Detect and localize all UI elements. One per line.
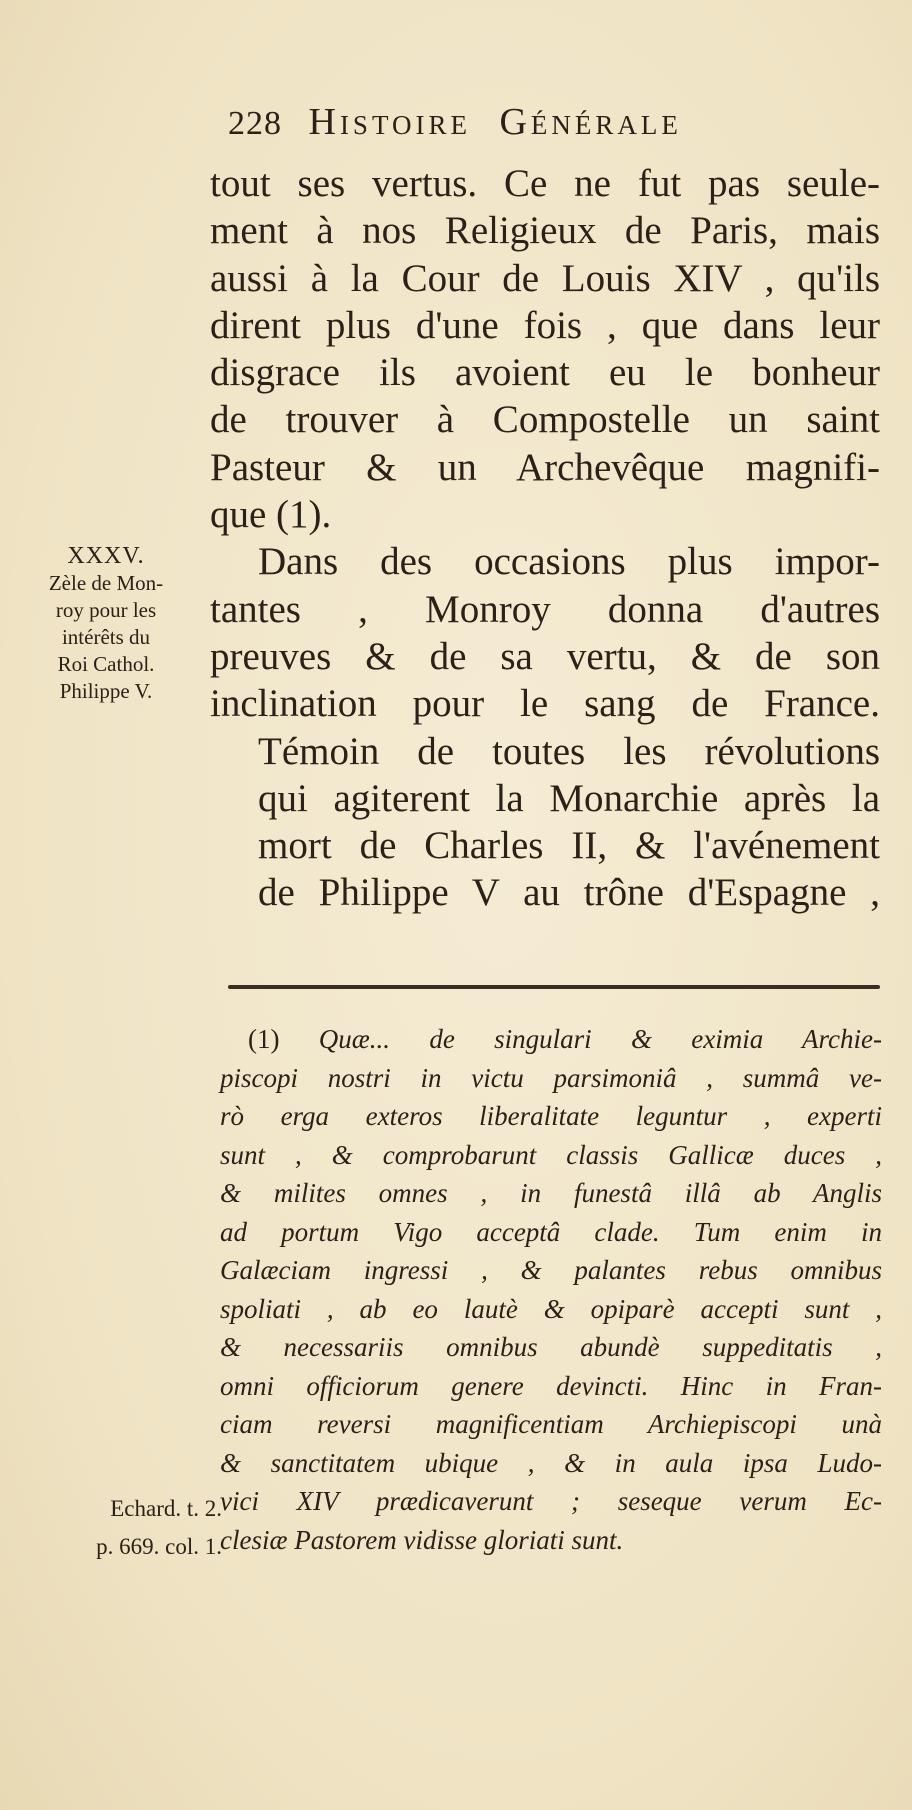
footnote-line: omni officiorum genere devincti. Hinc in Fran-	[220, 1370, 882, 1401]
text-line: tout ses vertus. Ce ne fut pas seule-	[210, 162, 880, 205]
footnote-line	[220, 1020, 882, 1059]
section-number: XXXV.	[67, 543, 145, 569]
text-line: dirent plus d'une fois , que dans leur	[210, 303, 880, 347]
footnote-line: ciam reversi magnificentiam Archiepiscopi unà	[220, 1409, 882, 1439]
margin-note-line: Zèle de Mon-	[48, 571, 164, 595]
text-line: inclination pour le sang de France.	[210, 682, 880, 726]
footnote-line: spoliati , ab eo lautè & opiparè accepti sunt ,	[220, 1293, 882, 1324]
footnote-marker: (1)	[248, 1024, 280, 1054]
footnote-line: Galæciam ingressi , & palantes rebus omnibus	[220, 1255, 882, 1285]
margin-note-line: Roi Cathol.	[57, 652, 155, 676]
footnote-line: vici XIV prædicaverunt ; seseque verum Ec-	[220, 1486, 882, 1516]
running-title-word-1: Histoire	[308, 101, 471, 143]
text-line: preuves & de sa vertu, & de son	[210, 634, 880, 678]
text-line: qui agiterent la Monarchie après la	[258, 776, 880, 820]
footnote-line: & milites omnes , in funestâ illâ ab Anglis	[220, 1178, 882, 1208]
footnote-line: piscopi nostri in victu parsimoniâ , summâ ve-	[220, 1062, 882, 1093]
text-line: tantes , Monroy donna d'autres	[210, 587, 880, 631]
text-line: de trouver à Compostelle un saint	[210, 398, 880, 442]
text-line: que (1).	[210, 493, 332, 537]
margin-note-line: intérêts du	[61, 625, 151, 649]
footnote-separator-rule	[228, 985, 880, 989]
running-title-word-2: Générale	[499, 101, 682, 143]
footnote-line: clesiæ Pastorem vidisse gloriati sunt.	[220, 1524, 624, 1555]
text-line: Dans des occasions plus impor-	[258, 540, 880, 584]
page-number: 228	[228, 105, 282, 142]
text-line: mort de Charles II, & l'avénement	[258, 824, 880, 868]
footnote-line: ad portum Vigo acceptâ clade. Tum enim in	[220, 1216, 882, 1247]
footnote-block	[220, 1020, 882, 1559]
footnote-line: sunt , & comprobarunt classis Gallicæ duces ,	[220, 1139, 882, 1170]
text-line: Témoin de toutes les révolutions	[258, 729, 880, 773]
margin-reference-line: Echard. t. 2.	[110, 1496, 222, 1521]
footnote-line-text: Quæ... de singulari & eximia Archie-	[318, 1024, 883, 1054]
footnote-line: & necessariis omnibus abundè suppeditatis ,	[220, 1332, 882, 1362]
margin-reference-line: p. 669. col. 1.	[96, 1534, 222, 1559]
text-line: aussi à la Cour de Louis XIV , qu'ils	[210, 256, 880, 300]
footnote-line: rò erga exteros liberalitate leguntur , experti	[220, 1101, 882, 1131]
text-line: ment à nos Religieux de Paris, mais	[210, 209, 880, 253]
text-line: Pasteur & un Archevêque magnifi-	[210, 445, 880, 489]
main-text-block	[210, 160, 880, 917]
margin-note-section	[2, 543, 210, 705]
margin-note-line: roy pour les	[55, 598, 157, 622]
running-header	[228, 100, 828, 150]
margin-reference	[0, 1490, 222, 1566]
margin-note-line: Philippe V.	[59, 679, 153, 703]
text-line: disgrace ils avoient eu le bonheur	[210, 351, 880, 395]
footnote-line: & sanctitatem ubique , & in aula ipsa Ludo-	[220, 1447, 882, 1478]
text-line: de Philippe V au trône d'Espagne ,	[258, 871, 880, 915]
